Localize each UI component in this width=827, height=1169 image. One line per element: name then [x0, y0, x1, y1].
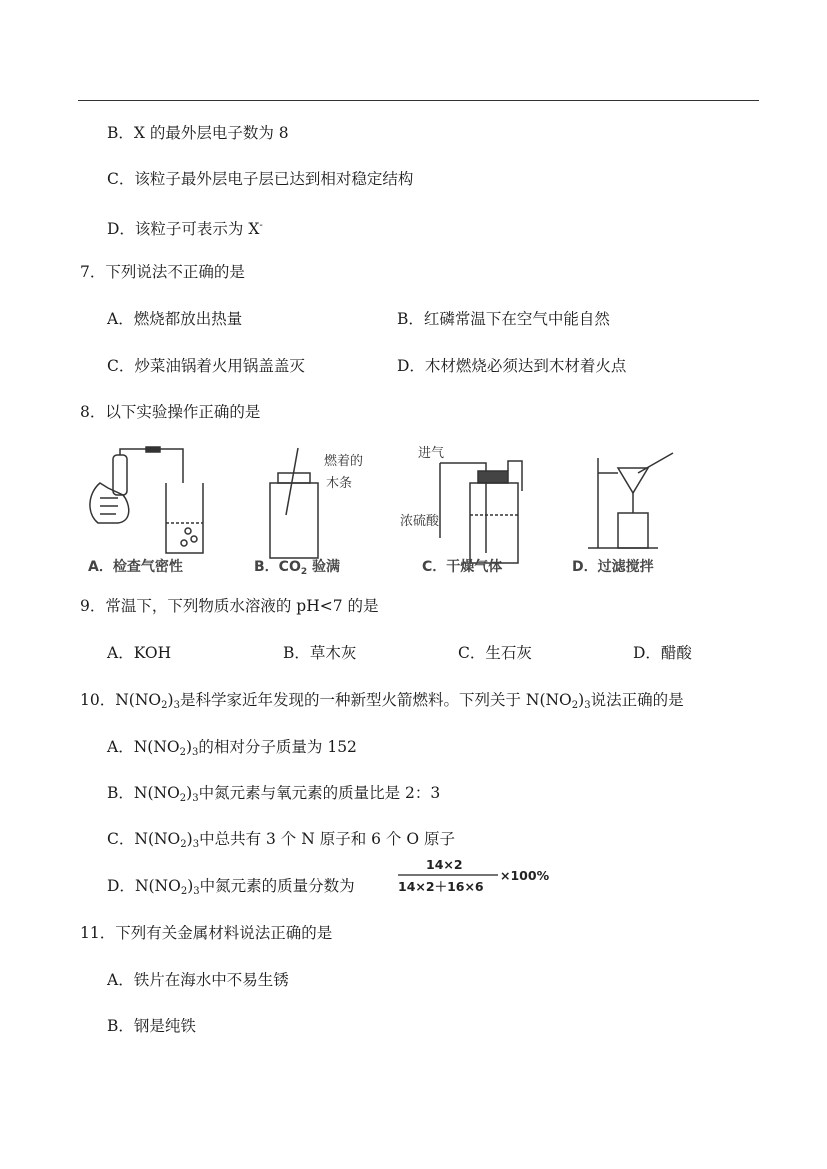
label-burning-1: 燃着的 — [324, 454, 364, 469]
q9-option-b: B．草木灰 — [283, 644, 357, 662]
fraction-denominator: 14×2＋16×6 — [398, 879, 484, 894]
q8-apparatus-figure — [78, 443, 698, 578]
q9-stem: 9．常温下，下列物质水溶液的 pH<7 的是 — [80, 597, 379, 615]
fraction-numerator: 14×2 — [426, 857, 463, 872]
q7-option-a: A．燃烧都放出热量 — [107, 310, 243, 328]
q8-stem: 8．以下实验操作正确的是 — [80, 403, 261, 421]
q10-option-c: C．$N(NO_2)_3$中总共有 3 个 N 原子和 6 个 O 原子 — [107, 830, 455, 850]
q10-stem: 10．$N(NO_2)_3$是科学家近年发现的一种新型火箭燃料。下列关于 $N(NO_2)_3$说法正确的是 — [80, 691, 684, 711]
q6-option-d: D．该粒子可表示为 X- — [107, 220, 263, 238]
apparatus-d-filtering — [588, 453, 673, 548]
q11-stem: 11．下列有关金属材料说法正确的是 — [80, 924, 333, 942]
q9-option-c: C．生石灰 — [458, 644, 532, 662]
q7-option-d: D．木材燃烧必须达到木材着火点 — [397, 357, 627, 375]
q6-option-b: B．X 的最外层电子数为 8 — [107, 124, 289, 142]
header-rule — [78, 100, 759, 101]
q6-option-c: C．该粒子最外层电子层已达到相对稳定结构 — [107, 170, 414, 188]
fraction-multiplier: ×100% — [500, 868, 550, 883]
q7-stem: 7．下列说法不正确的是 — [80, 263, 245, 281]
label-burning-2: 木条 — [326, 476, 353, 491]
q9-option-a: A．KOH — [107, 644, 172, 662]
label-acid: 浓硫酸 — [400, 514, 440, 529]
caption-a: A．检查气密性 — [88, 559, 183, 575]
caption-d: D．过滤搅拌 — [572, 559, 654, 575]
q11-option-a: A．铁片在海水中不易生锈 — [107, 971, 289, 989]
caption-b: B．$CO_2$ 验满 — [254, 559, 340, 577]
apparatus-c-drying — [440, 461, 522, 563]
apparatus-b-co2-check — [270, 448, 318, 558]
label-inlet: 进气 — [418, 446, 445, 461]
q11-option-b: B．钢是纯铁 — [107, 1017, 196, 1035]
q7-option-b: B．红磷常温下在空气中能自然 — [397, 310, 610, 328]
q10-option-d: D．$N(NO_2)_3$中氮元素的质量分数为 — [107, 877, 355, 897]
q9-option-d: D．醋酸 — [633, 644, 692, 662]
apparatus-a-airtightness — [90, 447, 203, 553]
caption-c: C．干燥气体 — [422, 559, 503, 575]
q10-option-b: B．$N(NO_2)_3$中氮元素与氧元素的质量比是 2：3 — [107, 784, 441, 804]
q10-option-a: A．$N(NO_2)_3$的相对分子质量为 152 — [107, 738, 357, 758]
mass-fraction-formula — [396, 855, 556, 899]
q7-option-c: C．炒菜油锅着火用锅盖盖灭 — [107, 357, 305, 375]
